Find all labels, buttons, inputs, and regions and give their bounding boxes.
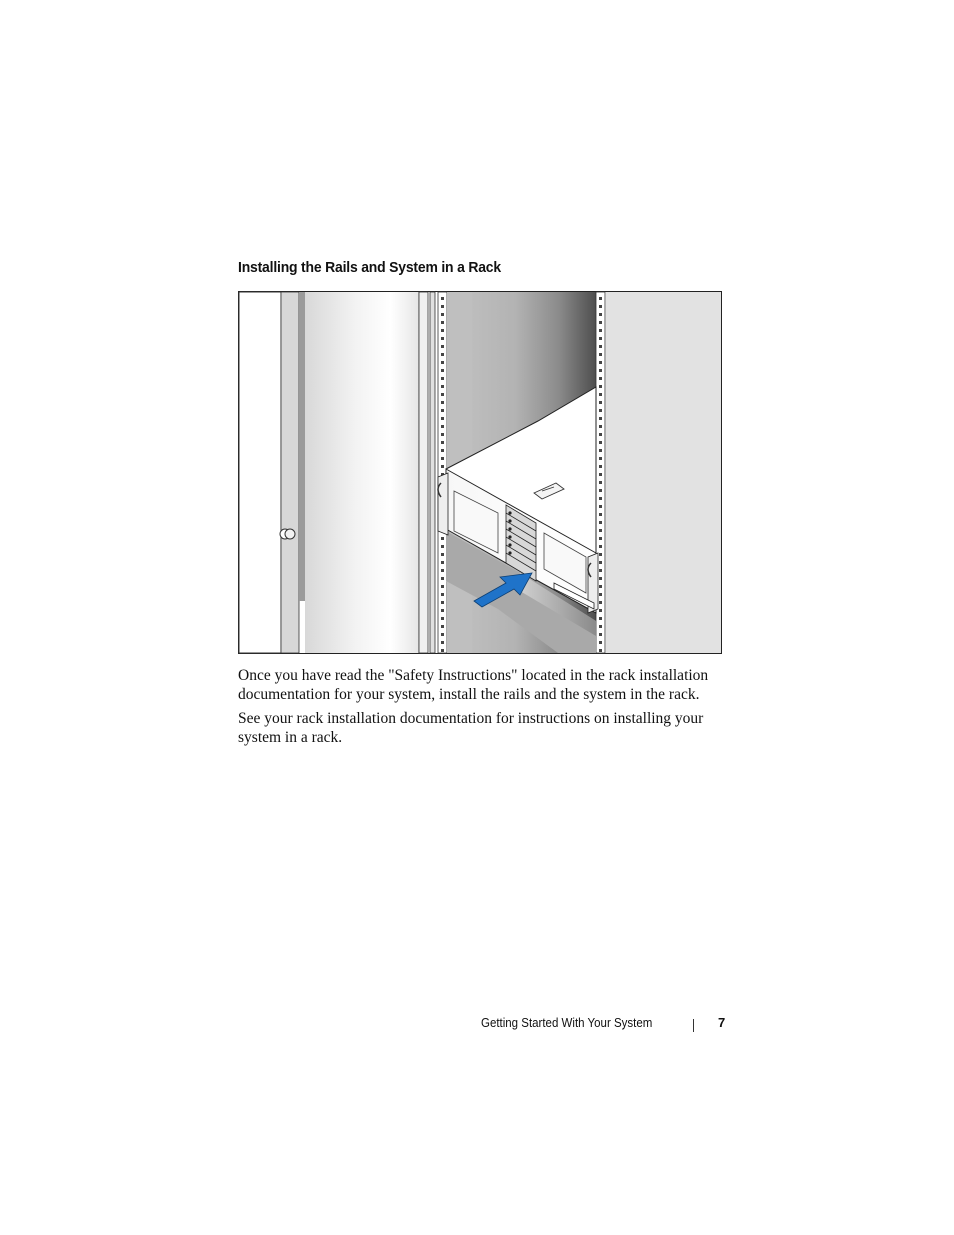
paragraph-see-documentation: See your rack installation documentation for instructions on installing your system in a rack.	[238, 710, 704, 746]
footer-divider	[693, 1019, 694, 1032]
section-heading: Installing the Rails and System in a Rack	[238, 259, 501, 276]
rack-installation-illustration	[238, 291, 722, 654]
paragraph-install-rails: Once you have read the "Safety Instructions" located in the rack installation documentation for your system, install the rails and the system in the rack.	[238, 667, 709, 703]
rack-door	[239, 292, 281, 653]
door-handle-icon	[280, 529, 295, 539]
page-number: 7	[718, 1015, 726, 1030]
footer-title: Getting Started With Your System	[481, 1016, 653, 1030]
rack-right-wall	[606, 292, 721, 653]
